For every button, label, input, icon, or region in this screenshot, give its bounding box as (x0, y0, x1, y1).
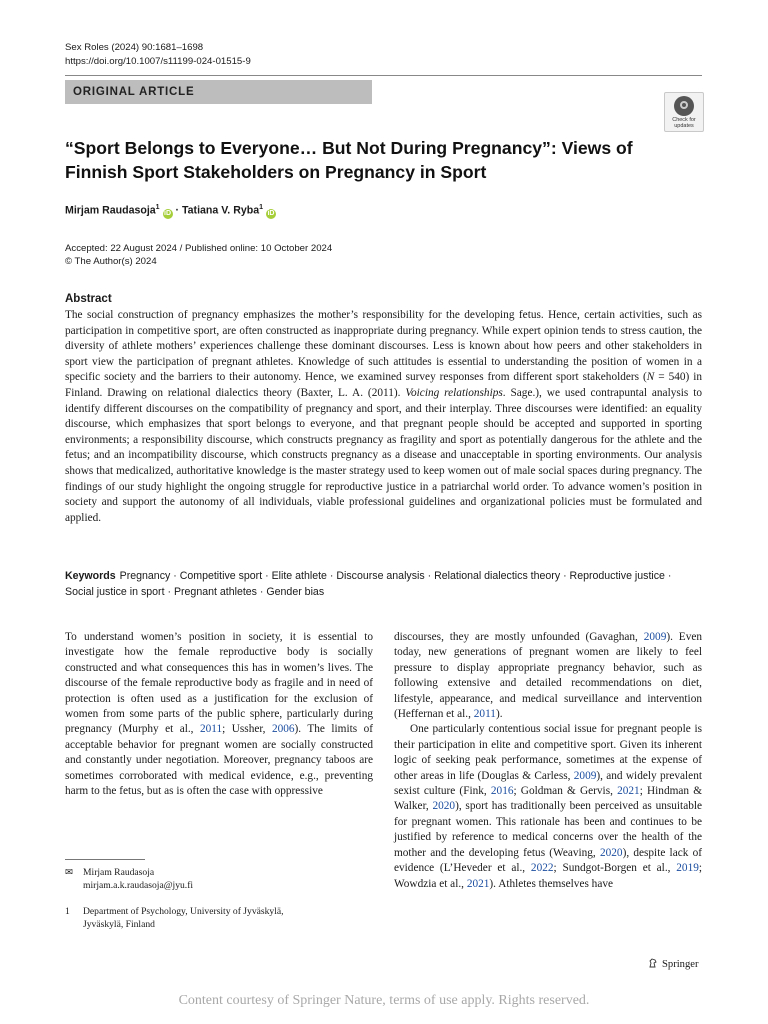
envelope-icon: ✉ (65, 867, 74, 878)
keywords-list (65, 570, 671, 598)
keywords-label: Keywords (65, 570, 116, 582)
corresponding-author (65, 866, 193, 892)
check-updates-icon (674, 96, 694, 116)
corresponding-name: Mirjam Raudasoja (83, 867, 155, 878)
citation-link[interactable]: 2009 (643, 631, 667, 643)
citation-link[interactable]: 2006 (271, 723, 295, 736)
doi-link[interactable]: https://doi.org/10.1007/s11199-024-01515-9 (65, 56, 251, 67)
check-for-updates-badge[interactable] (664, 92, 704, 132)
corresponding-email[interactable]: mirjam.a.k.raudasoja@jyu.fi (83, 880, 194, 891)
author-affil-sup: 1 (259, 204, 264, 211)
abstract-heading: Abstract (65, 293, 112, 305)
accepted-published-line: Accepted: 22 August 2024 / Published online: 10 October 2024 (65, 243, 333, 254)
keyword-separator: · (424, 570, 435, 582)
citation-link[interactable]: 2020 (432, 800, 456, 813)
keywords (65, 568, 702, 600)
author-name[interactable]: Tatiana V. Ryba (181, 204, 260, 217)
keyword-item: Pregnant athletes (173, 586, 257, 598)
keyword-item: Elite athlete (271, 570, 327, 582)
citation-link[interactable]: 2020 (599, 846, 623, 859)
affiliation-number: 1 (65, 906, 70, 917)
paragraph: One particularly contentious social issue for pregnant people is their participation in elite and competitive sport. Given its inherent logic of seeking peak performance, sometimes at the expense of other areas in life (Douglas & Carless, 2009), and widely prevalent sexist culture (Fink, 2016; Goldman & Gervis, 2021; Hindman & Walker, 2020), sport has traditionally been perceived as unsuitable for pregnant women. This rationale has been and continues to be justified by reference to medical concerns over the health of the mother and the developing fetus (Weaving, 2020), despite lack of evidence (L’Heveder et al., 2022; Sundgot-Borgen et al., 2019; Wowdzia et al., 2021). Athletes themselves have (394, 723, 703, 890)
citation-link[interactable]: 2016 (490, 785, 514, 798)
author-separator: · (175, 204, 180, 217)
paragraph: To understand women’s position in society, it is essential to investigate how the female reproductive body is socially constructed and what consequences this has in women’s lives. The discourse of the female reproductive body as fragile and in need of protection is often used as a justification for the exclusion of women from some parts of the public sphere, particularly during pregnancy (Murphy et al., 2011; Ussher, 2006). The limits of acceptable behavior for pregnant women are socially constructed and constantly under negotiation. Moreover, pregnancy taboos are sometimes corroborated with medical evidence, e.g., preventing harm to the fetus, but as is often the case with oppressive (65, 631, 373, 798)
author-affil-sup: 1 (155, 204, 160, 211)
keyword-separator: · (256, 586, 267, 598)
author-list (65, 204, 276, 219)
keyword-separator: · (664, 570, 672, 582)
check-badge-line2: updates (674, 123, 694, 129)
keyword-separator: · (560, 570, 570, 582)
keyword-separator: · (164, 586, 174, 598)
publication-dates (65, 242, 332, 268)
book-title: Voicing relationships (405, 386, 503, 399)
author-name[interactable]: Mirjam Raudasoja (65, 204, 156, 217)
header-rule (65, 75, 702, 76)
keyword-item: Discourse analysis (336, 570, 425, 582)
copyright-line: © The Author(s) 2024 (65, 256, 157, 267)
citation-link[interactable]: 2022 (530, 862, 554, 875)
publisher-logo (648, 958, 698, 970)
affiliation (65, 905, 284, 931)
check-badge-line1: Check for (672, 117, 696, 123)
body-column-right (394, 630, 702, 892)
paragraph: discourses, they are mostly unfounded (Gavaghan, 2009). Even today, new generations of pregnant women are likely to feel pressure to display appropriate pregnancy behavior, such as following extensive and detailed recommendations on diet, lifestyle, appearance, and medical surveillance and intervention (Heffernan et al., 2011). (394, 631, 703, 721)
citation-link[interactable]: 2009 (573, 769, 597, 782)
keyword-item: Social justice in sport (65, 586, 165, 598)
keyword-separator: · (170, 570, 180, 582)
affiliation-line2: Jyväskylä, Finland (83, 919, 155, 930)
body-column-left (65, 630, 373, 799)
orcid-icon[interactable]: iD (267, 209, 275, 217)
citation-link[interactable]: 2021 (617, 785, 640, 798)
citation-link[interactable]: 2021 (466, 877, 490, 890)
keyword-separator: · (262, 570, 272, 582)
keyword-item: Gender bias (266, 586, 325, 598)
n-symbol: N (646, 371, 655, 384)
article-title: “Sport Belongs to Everyone… But Not During Pregnancy”: Views of Finnish Sport Stakeholders on Pregnancy in Sport (65, 138, 633, 182)
orcid-icon[interactable]: iD (164, 209, 172, 217)
footnote-rule (65, 859, 145, 860)
abstract-text: The social construction of pregnancy emphasizes the mother’s responsibility for the developing fetus. Hence, certain activities, such as participation in competitive sport, are often constructed as inappropriate during pregnancy. While expert opinion tends to stress caution, the diversity of athlete mothers’ experiences challenge these dominant discourses. Less is known about how peers and other stakeholders in sport view the participation of pregnant athletes. Knowledge of such attitudes is essential to understanding the position of women in a specific society and the barriers to their autonomy. Hence, we examined survey responses from different sport stakeholders (N = 540) in Finland. Drawing on relational dialectics theory (Baxter, L. A. (2011). Voicing relationships. Sage.), we used contrapuntal analysis to identify different discourses on the compatibility of pregnancy and sport, and their interplay. Three discourses were identified: an equality discourse, which emphasizes that sport belongs to everyone, and that pregnant people should be accepted and supported in sporting environments; a responsibility discourse, which constructs pregnancy as fragility and sport as potentially dangerous for the athlete and the fetus; and an incompatibility discourse, which constructs pregnancy as a disease and unacceptable in sporting environments. Our analysis shows that medicalized, authoritative knowledge is the master strategy used to keep women out of male social spaces during pregnancy. The findings of our study highlight the ongoing struggle for reproductive justice in a patriarchal world order. To advance women’s position in society and support the autonomy of all individuals, viable professional guidelines and organizational policies must be formulated and applied. (65, 309, 702, 524)
keyword-item: Reproductive justice (569, 570, 665, 582)
keyword-item: Pregnancy (119, 570, 171, 582)
article-type-band: ORIGINAL ARTICLE (65, 80, 372, 104)
journal-citation: Sex Roles (2024) 90:1681–1698 (65, 42, 204, 53)
keyword-item: Relational dialectics theory (434, 570, 561, 582)
keyword-separator: · (326, 570, 337, 582)
citation-link[interactable]: 2019 (676, 862, 699, 875)
publisher-name: Springer (662, 959, 699, 970)
affiliation-line1: Department of Psychology, University of Jyväskylä, (83, 906, 284, 917)
keyword-item: Competitive sport (179, 570, 263, 582)
citation-link[interactable]: 2011 (199, 723, 223, 736)
courtesy-notice: Content courtesy of Springer Nature, terms of use apply. Rights reserved. (178, 993, 590, 1008)
springer-horse-icon (648, 958, 658, 968)
citation-link[interactable]: 2011 (473, 708, 496, 721)
